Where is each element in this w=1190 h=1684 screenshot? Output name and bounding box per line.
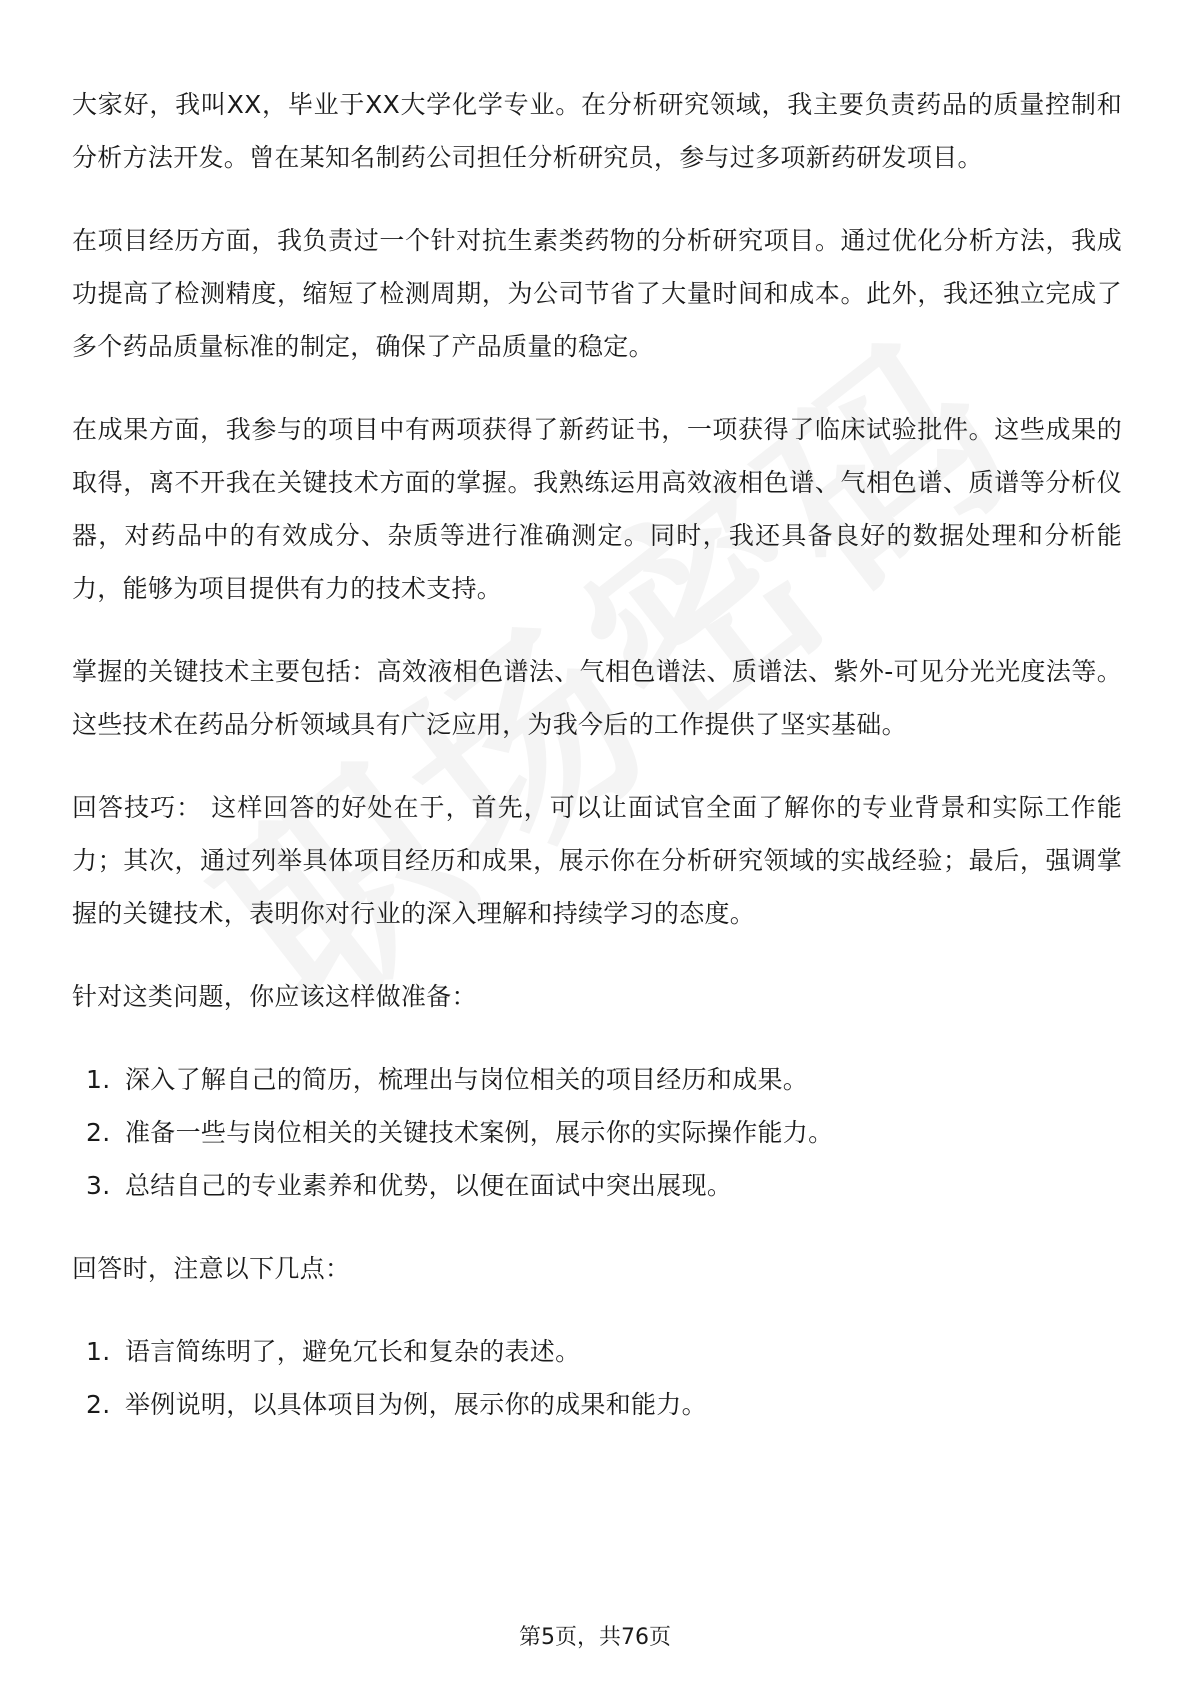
list-item-text: 举例说明，以具体项目为例，展示你的成果和能力。 bbox=[125, 1390, 707, 1419]
list-item-text: 总结自己的专业素养和优势，以便在面试中突出展现。 bbox=[125, 1171, 733, 1200]
paragraph-achievements: 在成果方面，我参与的项目中有两项获得了新药证书，一项获得了临床试验批件。这些成果的取得，离不开我在关键技术方面的掌握。我熟练运用高效液相色谱、气相色谱、质谱等分析仪器，对药品中的有效成分、杂质等进行准确测定。同时，我还具备良好的数据处理和分析能力，能够为项目提供有力的技术支持。 bbox=[72, 415, 1122, 603]
list-item-text: 语言简练明了，避免冗长和复杂的表述。 bbox=[125, 1337, 581, 1366]
prep-list bbox=[72, 1053, 1122, 1212]
list-item bbox=[72, 1053, 1122, 1106]
paragraph-key-technologies: 掌握的关键技术主要包括：高效液相色谱法、气相色谱法、质谱法、紫外-可见分光光度法等。这些技术在药品分析领域具有广泛应用，为我今后的工作提供了坚实基础。 bbox=[72, 657, 1122, 739]
list-number: 3. bbox=[86, 1171, 111, 1200]
list-number: 1. bbox=[86, 1065, 111, 1094]
paragraph-prep-heading: 针对这类问题，你应该这样做准备： bbox=[72, 982, 477, 1011]
notes-list bbox=[72, 1325, 1122, 1431]
document-body bbox=[72, 78, 1122, 1461]
list-item-text: 深入了解自己的简历，梳理出与岗位相关的项目经历和成果。 bbox=[125, 1065, 809, 1094]
list-number: 2. bbox=[86, 1118, 111, 1147]
list-item bbox=[72, 1106, 1122, 1159]
list-item bbox=[72, 1378, 1122, 1431]
list-number: 1. bbox=[86, 1337, 111, 1366]
paragraph-project-experience: 在项目经历方面，我负责过一个针对抗生素类药物的分析研究项目。通过优化分析方法，我成功提高了检测精度，缩短了检测周期，为公司节省了大量时间和成本。此外，我还独立完成了多个药品质量标准的制定，确保了产品质量的稳定。 bbox=[72, 226, 1122, 361]
list-item bbox=[72, 1325, 1122, 1378]
paragraph-intro: 大家好，我叫XX，毕业于XX大学化学专业。在分析研究领域，我主要负责药品的质量控制和分析方法开发。曾在某知名制药公司担任分析研究员，参与过多项新药研发项目。 bbox=[72, 90, 1122, 172]
page-number-footer: 第5页，共76页 bbox=[519, 1625, 671, 1650]
paragraph-answer-tips: 回答技巧： 这样回答的好处在于，首先，可以让面试官全面了解你的专业背景和实际工作能力；其次，通过列举具体项目经历和成果，展示你在分析研究领域的实战经验；最后，强调掌握的关键技术，表明你对行业的深入理解和持续学习的态度。 bbox=[72, 793, 1122, 928]
list-number: 2. bbox=[86, 1390, 111, 1419]
list-item bbox=[72, 1159, 1122, 1212]
paragraph-notes-heading: 回答时，注意以下几点： bbox=[72, 1254, 351, 1283]
list-item-text: 准备一些与岗位相关的关键技术案例，展示你的实际操作能力。 bbox=[125, 1118, 834, 1147]
